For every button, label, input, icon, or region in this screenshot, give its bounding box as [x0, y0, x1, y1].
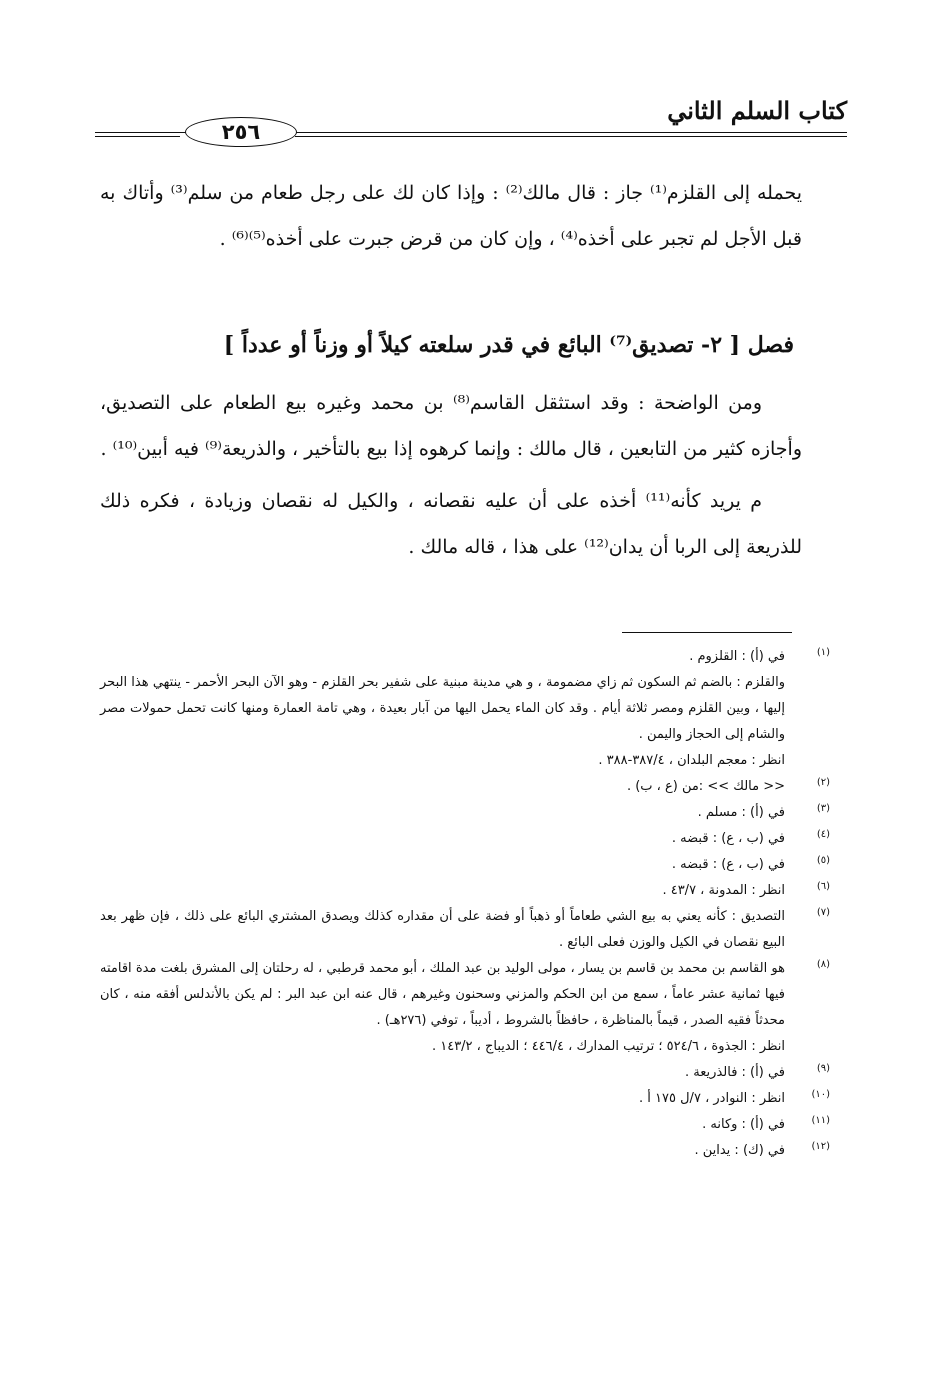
footnote [100, 1060, 830, 1086]
section-body [100, 380, 802, 570]
footnote-text: في (ك) : يداين . [694, 1143, 785, 1158]
footnote-number: (١٠) [811, 1089, 830, 1100]
footnote [100, 1138, 830, 1164]
header-rule-lower [295, 136, 847, 137]
footnote-text: << مالك >> :من (ع ، ب) . [626, 779, 785, 794]
footnote-separator [622, 632, 792, 633]
footnote-text: والقلزم : بالضم ثم السكون ثم زاي مضمومة ، و هي مدينة مبنية على شفير بحر القلزم - وهو الآن البحر الأحمر - ينتهي هذا البحر إليها ، وبين القلزم ومصر ثلاثة أيام . وقد كان الماء يحمل اليها من آبار بعيدة ، وهي تامة العمارة ومنها كانت تحمل حمولات مصر والشام إلى الحجاز واليمن . [100, 675, 785, 742]
footnote-text: في (ب ، ع) : قبضه . [671, 831, 785, 846]
footnote-number: (١١) [811, 1115, 830, 1126]
footnote-text: في (أ) : وكانه . [702, 1117, 785, 1132]
footnote-text: في (أ) : القلزوم . [689, 649, 785, 664]
footnotes [100, 644, 830, 1164]
footnote-number: (١) [816, 647, 830, 658]
footnote [100, 800, 830, 826]
book-title: كتاب السلم الثاني [667, 96, 847, 125]
footnote-text: في (أ) : فالذريعة . [685, 1065, 785, 1080]
footnote-number: (٣) [816, 803, 830, 814]
footnote-text: انظر : معجم البلدان ، ٣٨٧/٤-٣٨٨ . [598, 753, 785, 768]
footnote [100, 1086, 830, 1112]
footnote-text: في (أ) : مسلم . [697, 805, 785, 820]
footnote-text: هو القاسم بن محمد بن قاسم بن يسار ، مولى الوليد بن عبد الملك ، أبو محمد قرطبي ، له رحلتان إلى المشرق بلغت مدة اقامته فيها ثمانية عشر عاماً ، سمع من ابن الحكم والمزني وسحنون وغيرهم ، قال عنه ابن عبد البر : لم يكن بالأندلس أفقه منه ، كان محدثاً فقيه الصدر ، قيماً بالمناظرة ، حافظاً بالشروط ، أديباً ، توفي (٢٧٦هـ) . [100, 961, 785, 1028]
footnote [100, 826, 830, 852]
header-rule-left [95, 136, 180, 137]
section-heading: فصل [ ٢- تصديق⁽⁷⁾ البائع في قدر سلعته كيلاً أو وزناً أو عدداً ] [223, 332, 794, 358]
footnote-number: (٨) [816, 959, 830, 970]
footnote-number: (٥) [816, 855, 830, 866]
footnote-number: (٦) [816, 881, 830, 892]
footnote-text: التصديق : كأنه يعني به بيع الشي طعاماً أو ذهباً أو فضة على أن مقداره كذلك ويصدق المشتري البائع على ذلك ، فإن ظهر بعد البيع نقصان في الكيل والوزن فعلى البائع . [100, 909, 785, 950]
footnote [100, 1112, 830, 1138]
footnote-number: (١٢) [811, 1141, 830, 1152]
footnote-text: انظر : النوادر ، ٧/ل ١٧٥ أ . [639, 1091, 785, 1106]
page-header [95, 96, 847, 156]
footnote [100, 644, 830, 774]
footnote-text: انظر : المدونة ، ٤٣/٧ . [662, 883, 785, 898]
footnote [100, 904, 830, 956]
footnote-number: (٤) [816, 829, 830, 840]
footnote-text: في (ب ، ع) : قبضه . [671, 857, 785, 872]
footnote [100, 878, 830, 904]
footnote [100, 774, 830, 800]
footnote-text: انظر : الجذوة ، ٥٢٤/٦ ؛ ترتيب المدارك ، ٤٤٦/٤ ؛ الديباج ، ١٤٣/٢ . [431, 1039, 785, 1054]
main-text [100, 170, 802, 262]
section-paragraph-2: م يريد كأنه⁽¹¹⁾ أخذه على أن عليه نقصانه ، والكيل له نقصان وزيادة ، فكره ذلك للذريعة إلى الربا أن يدان⁽¹²⁾ على هذا ، قاله مالك . [100, 490, 802, 558]
footnote-number: (٩) [816, 1063, 830, 1074]
main-paragraph: يحمله إلى القلزم⁽¹⁾ جاز : قال مالك⁽²⁾ : وإذا كان لك على رجل طعام من سلم⁽³⁾ وأتاك به قبل الأجل لم تجبر على أخذه⁽⁴⁾ ، وإن كان من قرض جبرت على أخذه⁽⁵⁾⁽⁶⁾ . [100, 182, 803, 250]
page-number: ٢٥٦ [185, 117, 297, 147]
footnote [100, 852, 830, 878]
footnote-number: (٢) [816, 777, 830, 788]
footnote-number: (٧) [816, 907, 830, 918]
footnote [100, 956, 830, 1060]
section-paragraph-1: ومن الواضحة : وقد استثقل القاسم⁽⁸⁾ بن محمد وغيره بيع الطعام على التصديق، وأجازه كثير من التابعين ، قال مالك : وإنما كرهوه إذا بيع بالتأخير ، والذريعة⁽⁹⁾ فيه أبين⁽¹⁰⁾ . [100, 392, 802, 460]
